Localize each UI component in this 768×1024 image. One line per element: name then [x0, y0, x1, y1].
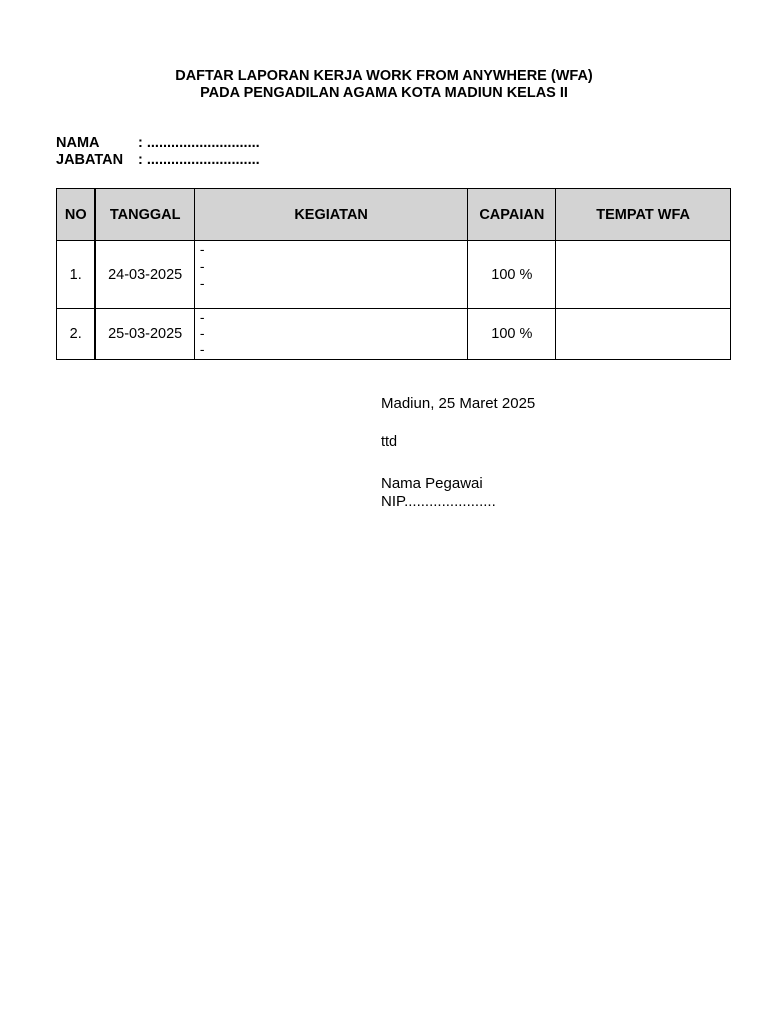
position-value: : ............................ [138, 152, 260, 168]
kegiatan-item: - [199, 341, 205, 357]
identity-block [56, 135, 260, 169]
document-title [0, 68, 768, 102]
position-row [56, 152, 260, 169]
title-line-1: DAFTAR LAPORAN KERJA WORK FROM ANYWHERE (WFA) [175, 68, 593, 84]
header-tempat-wfa: TEMPAT WFA [556, 189, 731, 241]
cell-tanggal: 24-03-2025 [95, 241, 194, 309]
cell-kegiatan [194, 309, 467, 360]
table-row [57, 309, 731, 360]
table-header-row [57, 189, 731, 241]
header-tanggal: TANGGAL [95, 189, 194, 241]
cell-no: 2. [57, 309, 96, 360]
position-label: JABATAN [56, 152, 124, 168]
employee-name: Nama Pegawai [381, 475, 483, 492]
header-no: NO [57, 189, 96, 241]
cell-capaian: 100 % [468, 241, 556, 309]
cell-no: 1. [57, 241, 96, 309]
signature-ttd: ttd [381, 434, 398, 450]
kegiatan-item: - [199, 325, 205, 341]
name-label: NAMA [56, 135, 100, 151]
kegiatan-item: - [199, 258, 205, 274]
signature-block [381, 395, 535, 510]
header-capaian: CAPAIAN [468, 189, 556, 241]
place-date: Madiun, 25 Maret 2025 [381, 395, 536, 412]
report-table [56, 188, 731, 360]
kegiatan-item: - [199, 275, 205, 291]
header-kegiatan: KEGIATAN [194, 189, 467, 241]
table-row [57, 241, 731, 309]
cell-tempat-wfa [556, 309, 731, 360]
cell-tanggal: 25-03-2025 [95, 309, 194, 360]
kegiatan-item: - [199, 309, 205, 325]
cell-tempat-wfa [556, 241, 731, 309]
kegiatan-item: - [199, 241, 205, 257]
cell-capaian: 100 % [468, 309, 556, 360]
cell-kegiatan [194, 241, 467, 309]
title-line-2: PADA PENGADILAN AGAMA KOTA MADIUN KELAS II [200, 85, 568, 101]
name-row [56, 135, 260, 152]
employee-nip: NIP...................... [381, 493, 496, 510]
name-value: : ............................ [138, 135, 260, 151]
